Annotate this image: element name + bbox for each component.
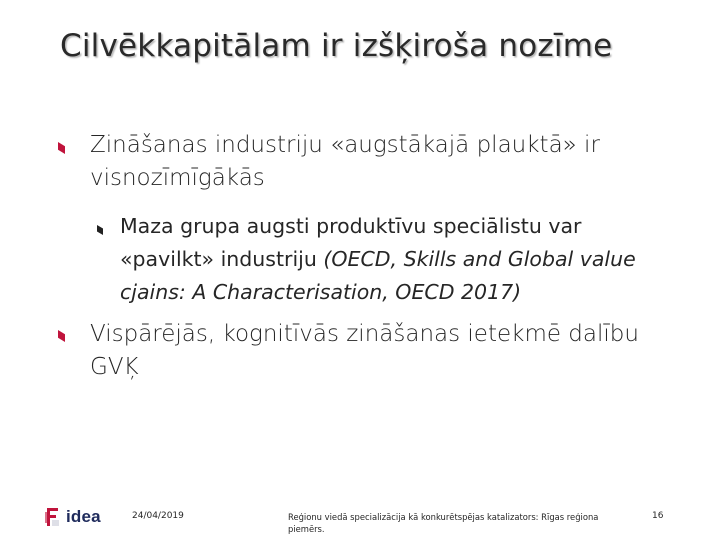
bullet-marker-icon [58, 142, 65, 154]
logo-text: idea [66, 507, 101, 526]
sub-bullet-marker-icon [97, 225, 103, 235]
page-number: 16 [652, 511, 664, 521]
idea-logo-icon [44, 506, 64, 528]
bullet-1-text: Zināšanas industriju «augstākajā plauktā» ir visnozīmīgākās [90, 132, 600, 191]
sub-bullet-1-normal: Maza grupa augsti produktīvu speciālistu var «pavilkt» industriju [120, 214, 582, 271]
bullet-marker-icon [58, 330, 65, 342]
idea-logo [44, 506, 101, 528]
footer-center-text: Reģionu viedā specializācija kā konkurētspējas katalizators: Rīgas reģiona piemērs. [288, 512, 599, 534]
footer-date: 24/04/2019 [132, 511, 184, 521]
sub-bullet-1-text [120, 210, 680, 309]
sub-bullet-1-citation: (OECD, Skills and Global value cjains: A Characterisation, OECD 2017) [120, 247, 636, 304]
bullet-2-text: Vispārējās, kognitīvās zināšanas ietekmē dalību GVĶ [90, 321, 639, 380]
slide-title: Cilvēkkapitālam ir izšķiroša nozīme [60, 28, 613, 64]
